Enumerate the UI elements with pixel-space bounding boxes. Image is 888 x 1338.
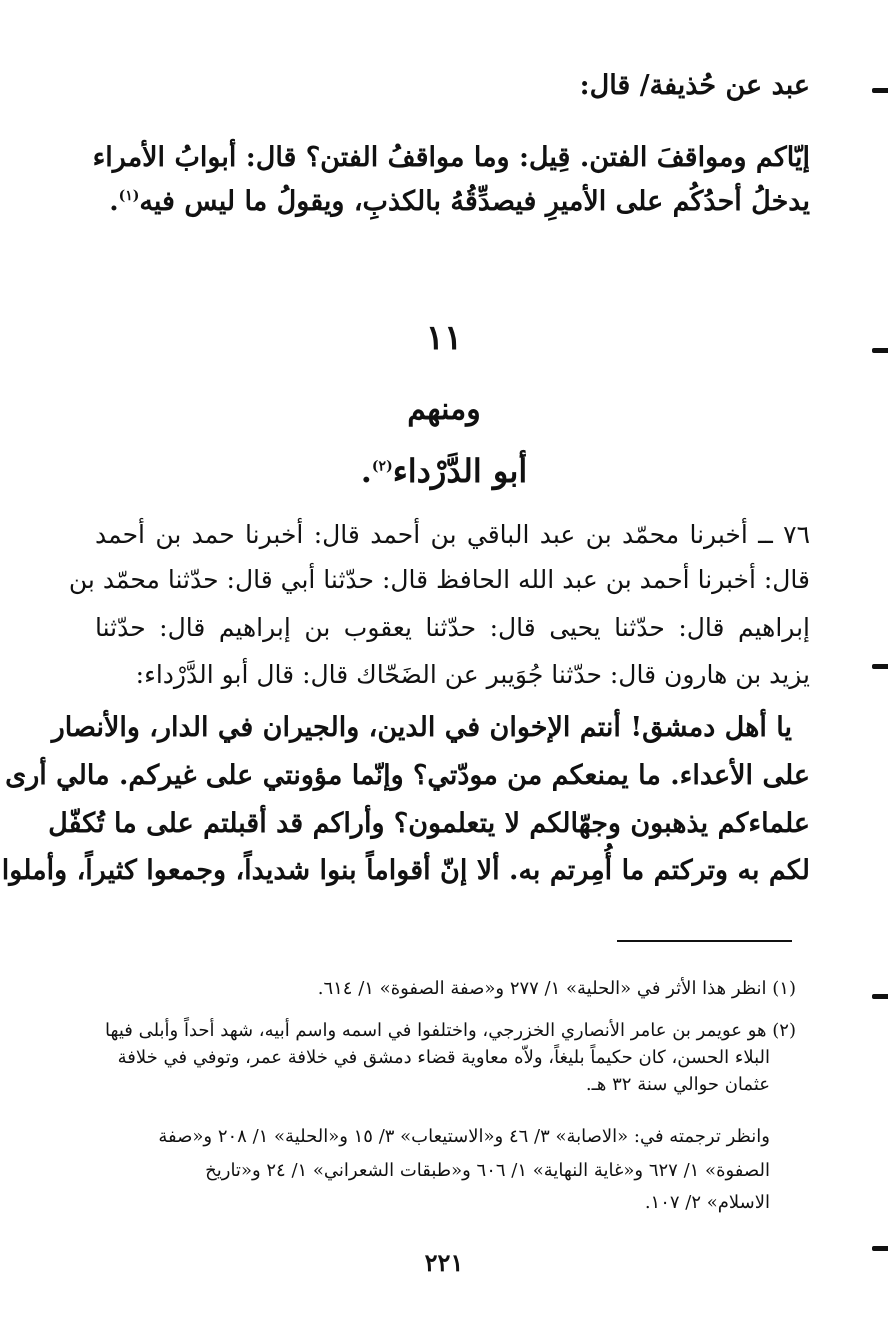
isnad-line-1: ٧٦ ــ أخبرنا محمّد بن عبد الباقي بن أحمد قال: أخبرنا حمد بن أحمد xyxy=(95,520,810,549)
footnote-2-line-3: عثمان حوالي سنة ٣٢ هـ. xyxy=(585,1074,770,1095)
footnote-1: (١) انظر هذا الأثر في «الحلية» ١/ ٢٧٧ و«صفة الصفوة» ١/ ٦١٤. xyxy=(317,978,796,999)
person-name: أبو الدَّرْداء xyxy=(392,452,528,490)
matn-line-2: على الأعداء. ما يمنعكم من مودّتي؟ وإنّما مؤونتي على غيركم. مالي أرى xyxy=(5,760,810,791)
footnote-2-line-1: (٢) هو عويمر بن عامر الأنصاري الخزرجي، واختلفوا في اسمه واسم أبيه، شهد أحداً وأبلى فيها xyxy=(105,1020,796,1041)
footnote-2-line-2: البلاء الحسن، كان حكيماً بليغاً، ولاّه معاوية قضاء دمشق في خلافة عمر، وتوفي في خلافة xyxy=(117,1047,770,1068)
chapter-number: ١١ xyxy=(425,318,463,358)
footnote-2b-line-1: وانظر ترجمته في: «الاصابة» ٣/ ٤٦ و«الاستيعاب» ٣/ ١٥ و«الحلية» ١/ ٢٠٨ و«صفة xyxy=(158,1126,770,1147)
footnote-separator xyxy=(617,940,792,942)
header-line: عبد عن حُذيفة/ قال: xyxy=(579,70,810,101)
person-title xyxy=(0,452,888,490)
quote-line-2-end: . xyxy=(109,186,119,217)
scan-edge-mark xyxy=(872,664,888,669)
footnote-2b-line-2: الصفوة» ١/ ٦٢٧ و«غاية النهاية» ١/ ٦٠٦ و«طبقات الشعراني» ١/ ٢٤ و«تاريخ xyxy=(205,1160,770,1181)
matn-line-1: يا أهل دمشق! أنتم الإخوان في الدين، والجيران في الدار، والأنصار xyxy=(51,712,792,743)
scan-edge-mark xyxy=(872,88,888,93)
footnote-2b-line-3: الاسلام» ٢/ ١٠٧. xyxy=(644,1192,770,1213)
footnote-ref-1: (١) xyxy=(118,188,140,204)
page-number: ٢٢١ xyxy=(424,1248,464,1277)
matn-line-4: لكم به وتركتم ما أُمِرتم به. ألا إنّ أقواماً بنوا شديداً، وجمعوا كثيراً، وأملوا xyxy=(1,855,810,886)
chapter-subtitle: ومنهم xyxy=(407,392,481,427)
scan-edge-mark xyxy=(872,348,888,353)
scan-edge-mark xyxy=(872,994,888,999)
quote-line-1: إيّاكم ومواقفَ الفتن. قِيل: وما مواقفُ الفتن؟ قال: أبوابُ الأمراء xyxy=(92,142,810,173)
person-title-end: . xyxy=(360,452,372,490)
isnad-line-4: يزيد بن هارون قال: حدّثنا جُوَيبر عن الضَحّاك قال: قال أبو الدَّرْداء: xyxy=(135,660,810,689)
scan-edge-mark xyxy=(872,1246,888,1251)
footnote-ref-2: (٢) xyxy=(371,458,393,475)
isnad-line-3: إبراهيم قال: حدّثنا يحيى قال: حدّثنا يعقوب بن إبراهيم قال: حدّثنا xyxy=(95,613,810,642)
isnad-line-2: قال: أخبرنا أحمد بن عبد الله الحافظ قال: حدّثنا أبي قال: حدّثنا محمّد بن xyxy=(68,565,810,594)
matn-line-3: علماءكم يذهبون وجهّالكم لا يتعلمون؟ وأراكم قد أقبلتم على ما تُكفّل xyxy=(48,808,810,839)
quote-line-2-text: يدخلُ أحدُكُم على الأميرِ فيصدِّقُهُ بالكذبِ، ويقولُ ما ليس فيه xyxy=(139,186,810,217)
quote-line-2 xyxy=(95,186,810,218)
